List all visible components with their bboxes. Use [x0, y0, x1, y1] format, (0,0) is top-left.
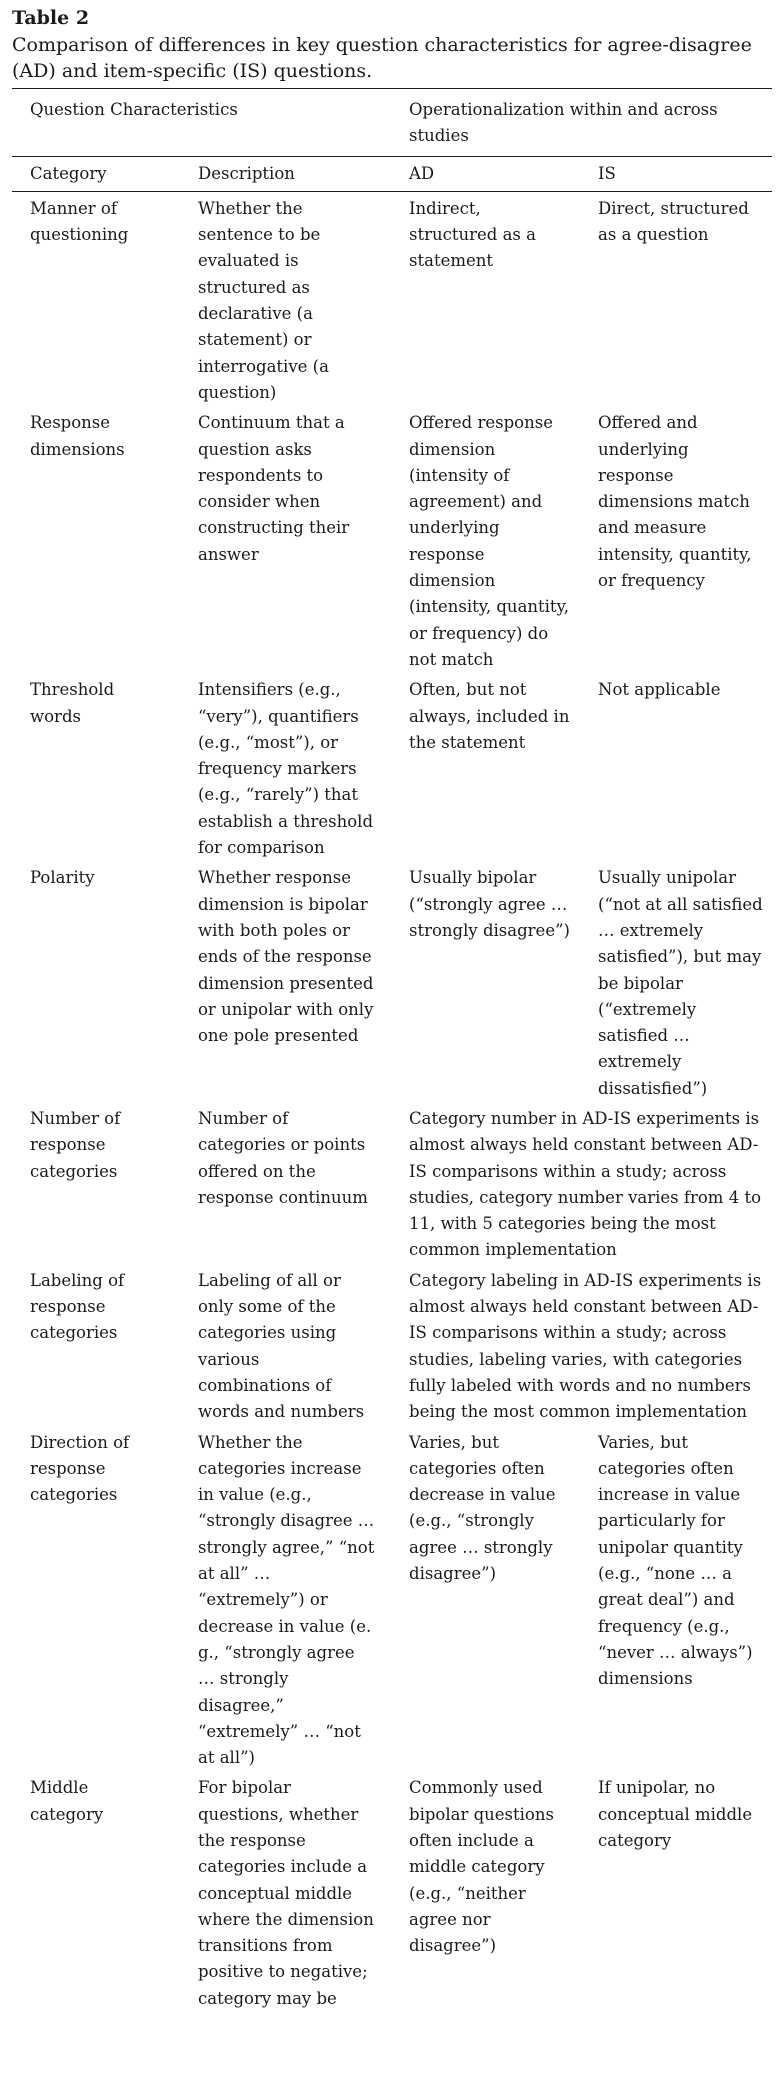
row-description: Intensifiers (e.g., “very”), quantifiers (e.g., “most”), or frequency markers (e.g., “rarely”) that establish a threshold for comparison: [198, 680, 374, 858]
row-ad: Often, but not always, included in the statement: [409, 680, 570, 752]
column-header-category: Category: [12, 156, 170, 191]
table-label: Table 2: [12, 7, 90, 29]
row-category: Polarity: [30, 868, 95, 888]
table-row: [12, 861, 772, 1102]
row-description: Continuum that a question asks respondents to consider when constructing their answer: [198, 413, 350, 564]
row-description: Number of categories or points offered on the response continuum: [198, 1108, 368, 1207]
row-combined: Category labeling in AD-IS experiments is almost always held constant between AD-IS comparisons within a study; across studies, labeling varies, with categories fully labeled with words and no numbers being the most common implementation: [409, 1270, 762, 1422]
row-combined: Category number in AD-IS experiments is almost always held constant between AD-IS comparisons within a study; across studies, category number varies from 4 to 11, with 5 categories being the most common implementation: [409, 1108, 762, 1260]
column-header-description: Description: [170, 156, 381, 191]
row-category: Labeling of response categories: [30, 1270, 125, 1343]
row-is: Varies, but categories often increase in value particularly for unipolar quantity (e.g., “none … a great deal”) and frequency (e.g., “never … always”) dimensions: [598, 1432, 753, 1689]
table-row: [12, 191, 772, 406]
row-description: For bipolar questions, whether the response categories include a conceptual middle where the dimension transitions from positive to negative; category may be: [198, 1778, 374, 2008]
table-row: [12, 1771, 772, 2012]
table-row: [12, 406, 772, 673]
comparison-table: [12, 89, 772, 2012]
row-ad: Offered response dimension (intensity of agreement) and underlying response dimension (intensity, quantity, or frequency) do not match: [409, 413, 569, 669]
table-row: [12, 1102, 772, 1264]
row-description: Whether the categories increase in value (e.g., “strongly disagree … strongly agree,” “not at all” … “extremely”) or decrease in value (e. g., “strongly agree … strongly disagree,” “extremely” … “not at all”): [198, 1432, 375, 1768]
row-is: Offered and underlying response dimensions match and measure intensity, quantity, or frequency: [598, 413, 752, 591]
table-page: [0, 6, 784, 2076]
row-description: Whether response dimension is bipolar with both poles or ends of the response dimension presented or unipolar with only one pole presented: [198, 868, 374, 1046]
table-caption: Comparison of differences in key question characteristics for agree-disagree (AD) and item-specific (IS) questions.: [12, 34, 752, 82]
column-header-is: IS: [576, 156, 772, 191]
row-ad: Varies, but categories often decrease in value (e.g., “strongly agree … strongly disagree”): [409, 1432, 556, 1584]
group-header-question-characteristics: Question Characteristics: [12, 89, 381, 156]
row-description: Labeling of all or only some of the categories using various combinations of words and numbers: [198, 1270, 365, 1422]
row-is: Usually unipolar (“not at all satisfied … extremely satisfied”), but may be bipolar (“extremely satisfied … extremely dissatisfied”): [598, 868, 763, 1098]
row-category: Threshold words: [30, 680, 115, 726]
row-ad: Commonly used bipolar questions often include a middle category (e.g., “neither agree nor disagree”): [409, 1778, 554, 1956]
row-category: Middle category: [30, 1778, 104, 1824]
column-header-ad: AD: [381, 156, 576, 191]
row-is: Direct, structured as a question: [598, 198, 749, 245]
table-row: [12, 673, 772, 861]
row-ad: Usually bipolar (“strongly agree … strongly disagree”): [409, 868, 570, 940]
row-category: Direction of response categories: [30, 1432, 130, 1505]
row-ad: Indirect, structured as a statement: [409, 198, 536, 271]
row-category: Response dimensions: [30, 413, 125, 459]
row-description: Whether the sentence to be evaluated is structured as declarative (a statement) or interrogative (a question): [198, 198, 329, 402]
table-row: [12, 1264, 772, 1426]
table-row: [12, 1426, 772, 1772]
row-is: Not applicable: [598, 680, 721, 700]
row-category: Number of response categories: [30, 1108, 121, 1181]
row-is: If unipolar, no conceptual middle category: [598, 1778, 753, 1850]
row-category: Manner of questioning: [30, 198, 129, 245]
group-header-operationalization: Operationalization within and across studies: [381, 89, 772, 156]
